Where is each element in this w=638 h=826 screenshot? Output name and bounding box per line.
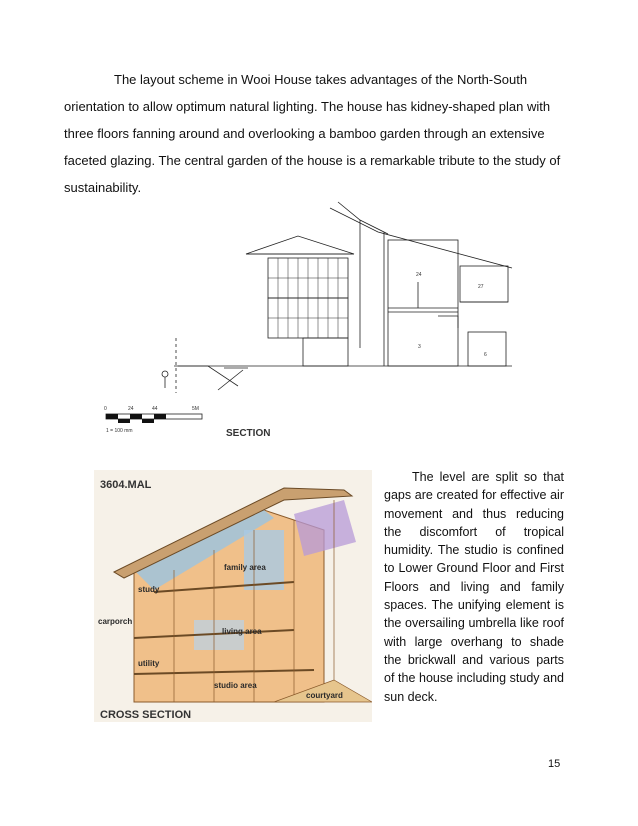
room-number: 6 — [484, 352, 487, 358]
intro-paragraph — [64, 66, 580, 201]
side-paragraph — [384, 468, 564, 706]
scale-tick-1: 24 — [128, 406, 134, 412]
page-number: 15 — [548, 758, 561, 770]
label-courtyard: courtyard — [306, 691, 343, 700]
label-studio-area: studio area — [214, 681, 257, 690]
scale-text: 1 = 100 mm — [106, 428, 133, 434]
label-carporch: carporch — [98, 617, 133, 626]
intro-text: The layout scheme in Wooi House takes advantages of the North-South orientation to allow optimum natural lighting. The house has kidney-shaped plan with three floors fanning around and overlooking a bamboo garden through an extensive faceted glazing. The central garden of the house is a remarkable tribute to the study of sustainability. — [64, 72, 561, 195]
label-family-area: family area — [224, 563, 266, 572]
room-number: 27 — [478, 284, 484, 290]
section-caption: SECTION — [226, 428, 271, 439]
label-living-area: living area — [222, 627, 262, 636]
scale-tick-0: 0 — [104, 406, 107, 412]
scale-tick-2: 44 — [152, 406, 158, 412]
label-study: study — [138, 585, 160, 594]
room-number: 24 — [416, 272, 422, 278]
cross-section-caption: CROSS SECTION — [100, 709, 192, 721]
cross-section-illustration — [94, 470, 372, 722]
section-drawing — [98, 198, 518, 443]
scale-tick-3: 5M — [192, 406, 199, 412]
label-utility: utility — [138, 659, 160, 668]
side-text: The level are split so that gaps are created for effective air movement and thus reducing the discomfort of tropical humidity. The studio is confined to Lower Ground Floor and First Floors and living and family spaces. The unifying element is the oversailing umbrella like roof with large overhang to shade the brickwall and various parts of the house including study and sun deck. — [384, 470, 564, 704]
drawing-code: 3604.MAL — [100, 479, 152, 491]
room-number: 3 — [418, 344, 421, 350]
